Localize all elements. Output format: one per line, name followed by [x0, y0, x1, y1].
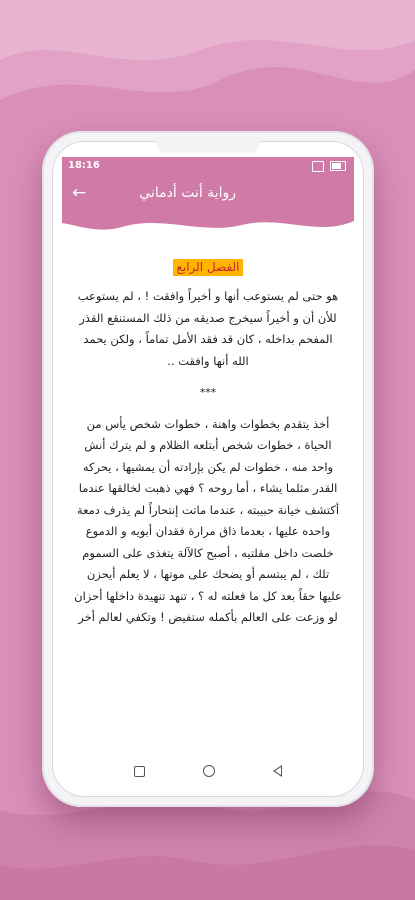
- page-title: رواية أنت أدماني: [139, 185, 236, 201]
- app-bar: [62, 175, 354, 245]
- paragraph: أخذ يتقدم بخطوات واهنة ، خطوات شخص يأس من الحياة ، خطوات شخص أبتلعه الظلام و لم يترك أنش واحد منه ، خطوات لم يكن بإرادته أن يمشيها ، يحركه القدر مثلما يشاء ، أما روحه ؟ فهي ذهبت لخالقها عندما أكتشف خيانة حبيبته ، عندما ماتت إنتحاراً لم يذرف دمعة واحده عليها ، بعدما ذاق مرارة فقدان أبويه و الدموع خلصت داخل مقلتيه ، أصبح كالآلة يتغذى على السموم تلك ، لم يبتسم أو يضحك على موتها ، لا يعلم أيحزن عليها حقاً بعد كل ما فعلته له ؟ ، تنهد تنهيدة داخلها أحزان لو وزعت على العالم بأكمله ستفيض ! وتكفي لعالم أخر: [74, 416, 342, 624]
- recent-apps-square-icon[interactable]: [134, 766, 145, 777]
- status-icons: [312, 161, 346, 172]
- phone-notch: [156, 141, 260, 153]
- phone-screen-bezel: [52, 141, 364, 797]
- back-arrow-icon[interactable]: ←: [72, 183, 87, 203]
- home-circle-icon[interactable]: [203, 765, 215, 777]
- paragraph: هو حتى لم يستوعب أنها و أخيراً وافقت ! ، لم يستوعب للأن أن و أخيراً سيخرج صديقه من ذلك المستنقع القذر المفحم بداخله ، كان قد فقد الأمل تماماً ، ولكن يحمد الله أنها وافقت ..: [77, 289, 339, 368]
- signal-icon: [312, 161, 324, 172]
- separator: ***: [199, 386, 217, 399]
- system-nav-bar: [62, 753, 354, 789]
- chapter-title: الفصل الرابع: [173, 259, 242, 276]
- phone-frame: [42, 131, 374, 807]
- status-time: 18:16: [68, 160, 100, 171]
- back-triangle-icon[interactable]: [273, 765, 282, 777]
- app-screen: [62, 157, 354, 753]
- status-bar: [62, 157, 354, 175]
- chapter-content: [74, 257, 342, 629]
- battery-icon: [330, 161, 346, 171]
